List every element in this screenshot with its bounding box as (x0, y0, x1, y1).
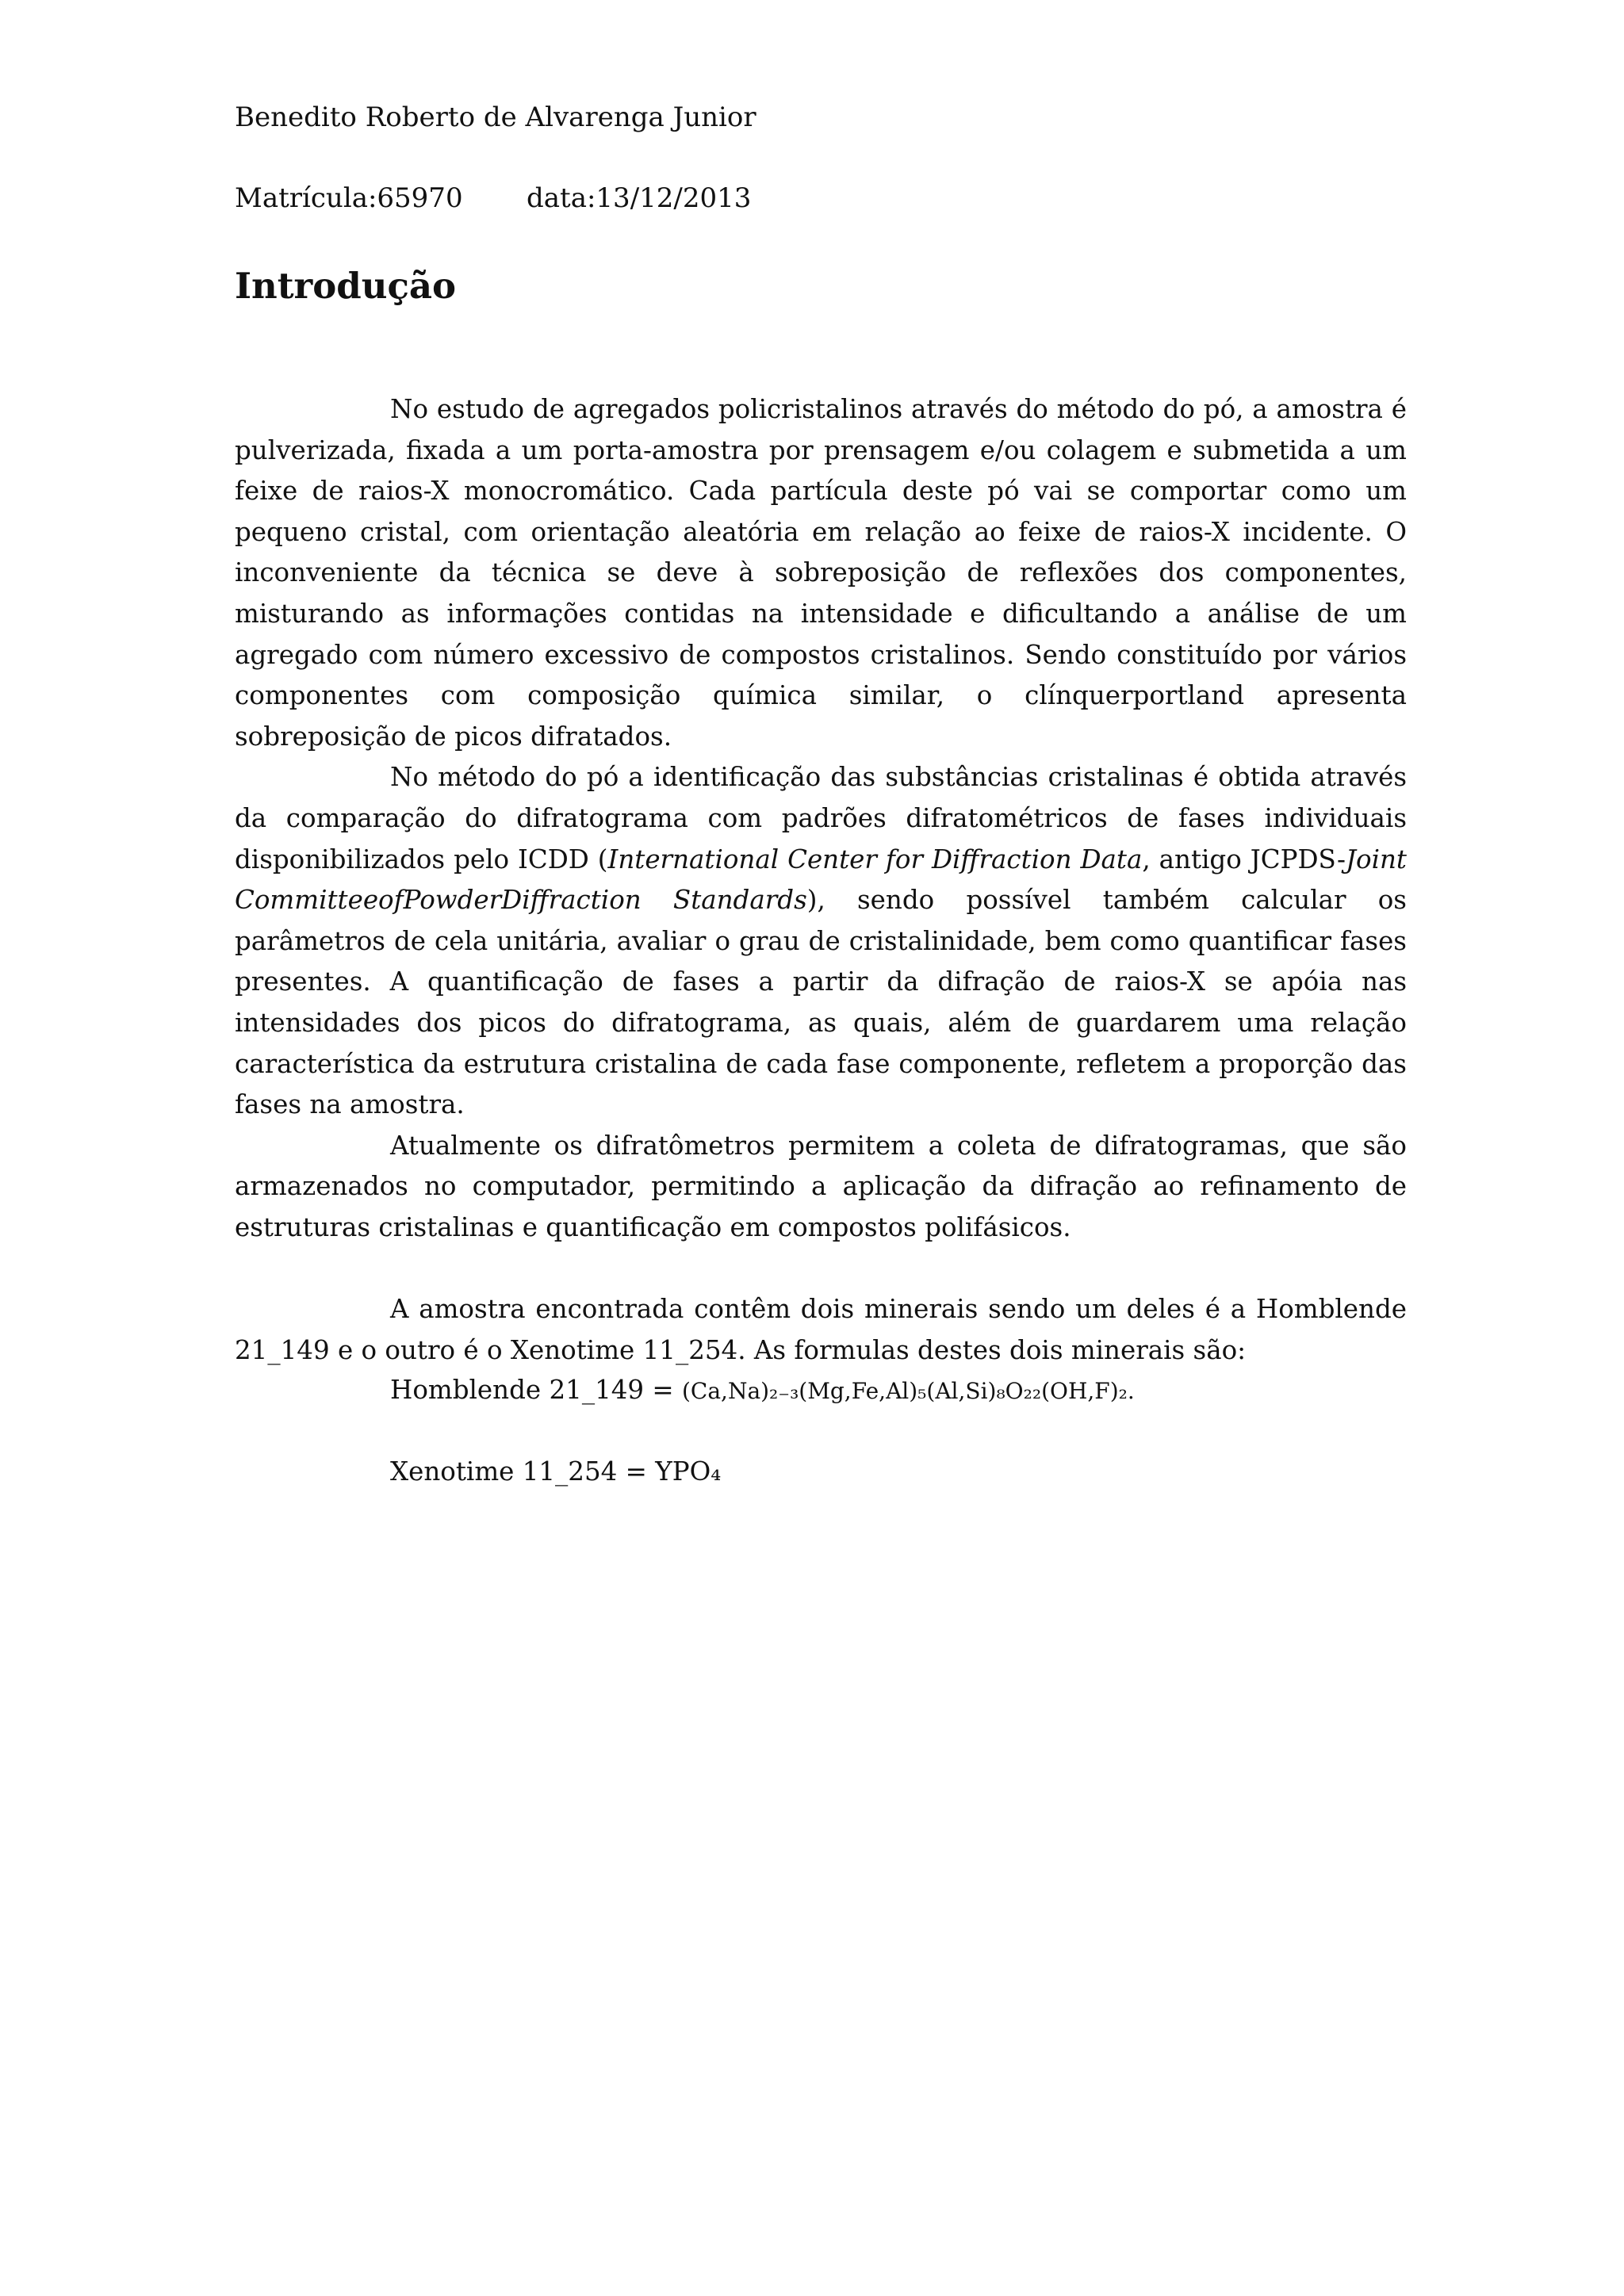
paragraph-3: Atualmente os difratômetros permitem a coleta de difratogramas, que são armazenados no computador, permitindo a aplicação da difração ao refinamento de estruturas cristalinas e quantificação em compostos polifásicos. (235, 1130, 1407, 1242)
hornblende-formula-row (390, 1370, 1135, 1411)
xenotime-label: Xenotime 11_254 = (390, 1456, 656, 1487)
author-name: Benedito Roberto de Alvarenga Junior (235, 101, 756, 133)
paragraph-2-part-e: ), sendo possível também calcular os parâmetros de cela unitária, avaliar o grau de cristalinidade, bem como quantificar fases presentes. A quantificação de fases a partir da difração de raios-X se apóia nas intensidades dos picos do difratograma, as quais, além de guardarem uma relação característica da estrutura cristalina de cada fase componente, refletem a proporção das fases na amostra. (235, 885, 1407, 1120)
section-title: Introdução (235, 265, 457, 307)
jcpds-full-name: Joint CommitteeofPowderDiffraction Standards (235, 844, 1407, 916)
hornblende-formula: (Ca,Na)₂₋₃(Mg,Fe,Al)₅(Al,Si)₈O₂₂(OH,F)₂. (682, 1378, 1135, 1404)
paragraph-1: No estudo de agregados policristalinos através do método do pó, a amostra é pulverizada, fixada a um porta-amostra por prensagem e/ou colagem e submetida a um feixe de raios-X monocromático. Cada partícula deste pó vai se comportar como um pequeno cristal, com orientação aleatória em relação ao feixe de raios-X incidente. O inconveniente da técnica se deve à sobreposição de reflexões dos componentes, misturando as informações contidas na intensidade e dificultando a análise de um agregado com número excessivo de compostos cristalinos. Sendo constituído por vários componentes com composição química similar, o clínquerportland apresenta sobreposição de picos difratados. (235, 394, 1407, 752)
paragraph-2-part-c: , antigo JCPDS- (1142, 844, 1346, 874)
document-date: data:13/12/2013 (527, 182, 752, 214)
meta-line (235, 174, 752, 222)
paragraph-4: A amostra encontrada contêm dois minerais sendo um deles é a Homblende 21_149 e o outro é o Xenotime 11_254. As formulas destes dois minerais são: (235, 1294, 1407, 1365)
paragraph-2-part-a: No método do pó a identificação das substâncias cristalinas é obtida através da comparação do difratograma com padrões difratométricos de fases individuais disponibilizados pelo ICDD ( (235, 762, 1407, 874)
xenotime-formula-row (390, 1452, 1135, 1493)
icdd-full-name: International Center for Diffraction Data (607, 844, 1143, 874)
registration-number: Matrícula:65970 (235, 182, 463, 214)
mineral-formulas (390, 1370, 1135, 1493)
xenotime-formula: YPO₄ (655, 1456, 722, 1487)
body-text (235, 389, 1407, 1371)
hornblende-label: Homblende 21_149 = (390, 1375, 682, 1405)
paragraph-2 (235, 757, 1407, 1125)
